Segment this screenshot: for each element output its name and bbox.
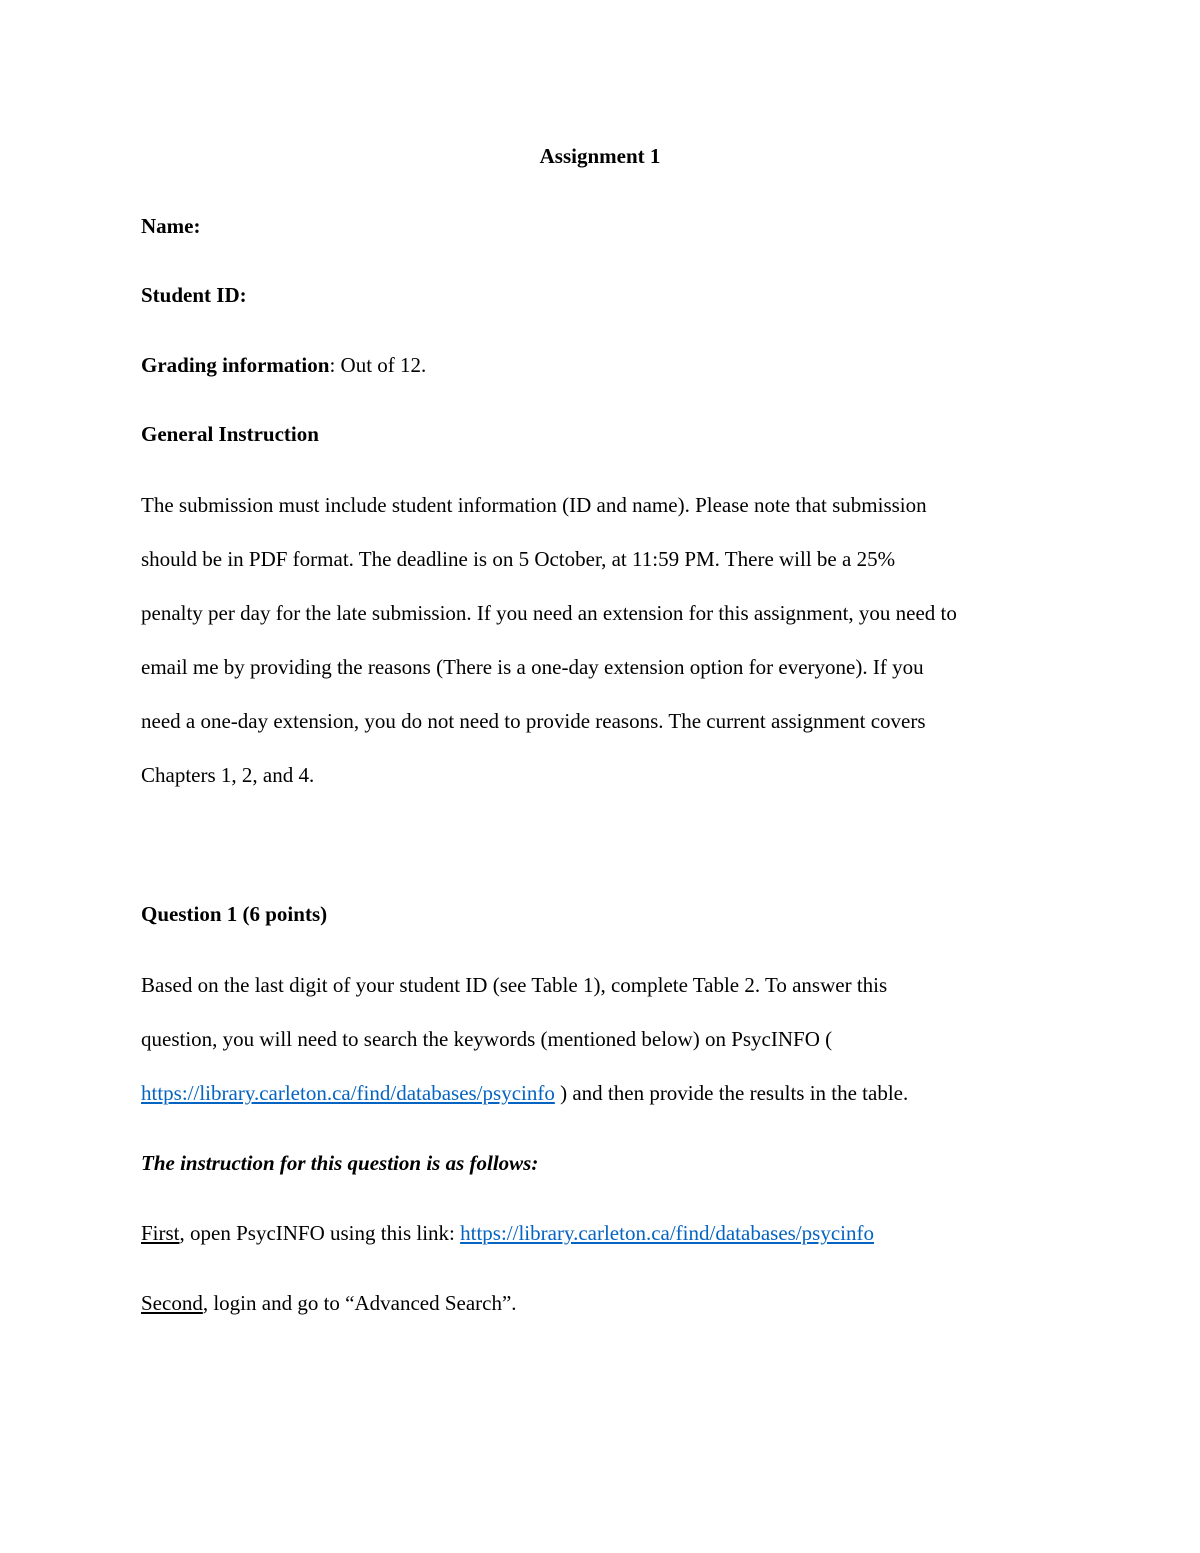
question-1-line [141, 1083, 908, 1104]
step-first-link[interactable]: https://library.carleton.ca/find/databases/psycinfo [460, 1221, 874, 1245]
psycinfo-link[interactable]: https://library.carleton.ca/find/databases/psycinfo [141, 1081, 555, 1105]
question-1-line: question, you will need to search the keywords (mentioned below) on PsycINFO ( [141, 1027, 833, 1051]
document-title: Assignment 1 [539, 144, 661, 168]
step-first [141, 1223, 874, 1244]
grading-information [141, 355, 426, 376]
step-second-label: Second [141, 1291, 203, 1315]
paragraph-line: Chapters 1, 2, and 4. [141, 763, 315, 787]
name-label-text: Name: [141, 214, 201, 238]
paragraph-line: The submission must include student information (ID and name). Please note that submission [141, 493, 927, 517]
name-label [141, 216, 200, 237]
grading-label: Grading information [141, 353, 330, 377]
step-first-text: , open PsycINFO using this link: [179, 1221, 461, 1245]
step-first-label: First [141, 1221, 180, 1245]
question-1-line-rest: ) and then provide the results in the table. [554, 1081, 909, 1105]
student-id-label-text: Student ID: [141, 283, 247, 307]
question-1-line: Based on the last digit of your student ID (see Table 1), complete Table 2. To answer this [141, 973, 888, 997]
general-instruction-heading-text: General Instruction [141, 422, 319, 446]
general-instruction-heading [141, 424, 319, 445]
paragraph-line: should be in PDF format. The deadline is on 5 October, at 11:59 PM. There will be a 25% [141, 547, 896, 571]
grading-value: : Out of 12. [329, 353, 427, 377]
paragraph-line: penalty per day for the late submission. If you need an extension for this assignment, you need to [141, 601, 957, 625]
paragraph-line: email me by providing the reasons (There is a one-day extension option for everyone). If you [141, 655, 924, 679]
instruction-heading-text: The instruction for this question is as follows: [141, 1151, 539, 1175]
question-1-heading-text: Question 1 (6 points) [141, 902, 328, 926]
step-second-text: , login and go to “Advanced Search”. [202, 1291, 517, 1315]
step-second [141, 1293, 517, 1314]
paragraph-line: need a one-day extension, you do not need to provide reasons. The current assignment covers [141, 709, 926, 733]
instruction-heading [141, 1153, 538, 1174]
student-id-label [141, 285, 247, 306]
question-1-heading [141, 904, 327, 925]
